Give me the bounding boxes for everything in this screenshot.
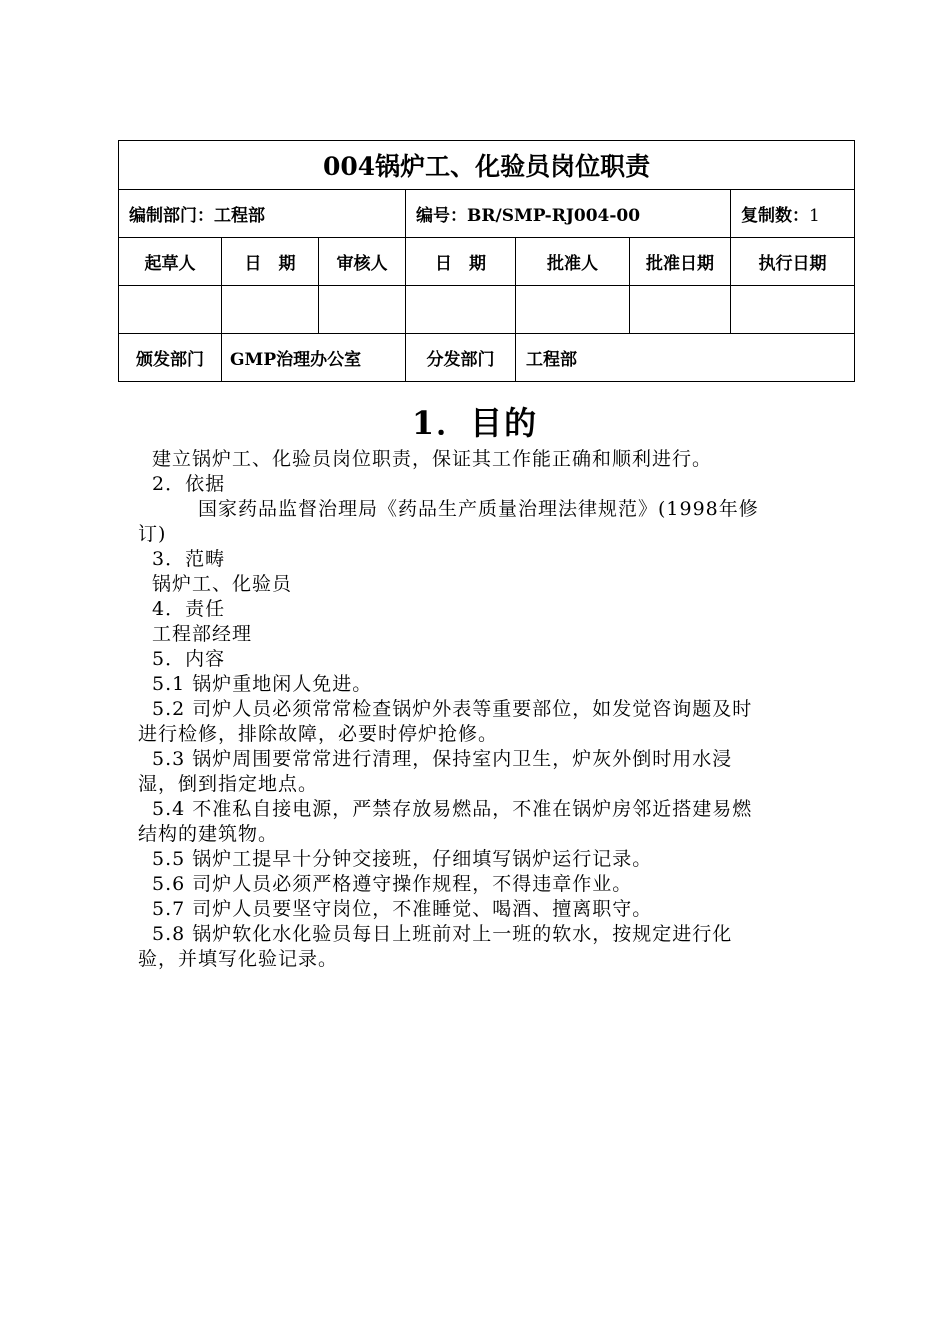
document-header-table	[118, 140, 855, 382]
list-item: 5.8 锅炉软化水化验员每日上班前对上一班的软水，按规定进行化	[152, 923, 733, 945]
list-item: 5.1 锅炉重地闲人免进。	[152, 673, 373, 695]
paragraph: 锅炉工、化验员	[152, 573, 293, 595]
col-approve-date: 批准日期	[630, 238, 731, 286]
list-item: 5.6 司炉人员必须严格遵守操作规程，不得违章作业。	[152, 873, 633, 895]
list-item: 5.2 司炉人员必须常常检查锅炉外表等重要部位，如发觉咨询题及时	[152, 698, 753, 720]
list-item: 5.3 锅炉周围要常常进行清理，保持室内卫生，炉灰外倒时用水浸	[152, 748, 733, 770]
cell-approve-date	[630, 286, 731, 334]
col-exec-date: 执行日期	[731, 238, 855, 286]
cell-drafter	[119, 286, 222, 334]
list-item-continuation: 湿，倒到指定地点。	[138, 773, 319, 795]
col-drafter: 起草人	[119, 238, 222, 286]
cell-exec-date	[731, 286, 855, 334]
section-label: 2．依据	[152, 473, 226, 495]
section-label: 5．内容	[152, 648, 226, 670]
list-item-continuation: 验，并填写化验记录。	[138, 948, 339, 970]
section-label: 3．范畴	[152, 548, 226, 570]
list-item: 5.5 锅炉工提早十分钟交接班，仔细填写锅炉运行记录。	[152, 848, 653, 870]
list-item: 5.4 不准私自接电源，严禁存放易燃品，不准在锅炉房邻近搭建易燃	[152, 798, 753, 820]
col-date-2: 日 期	[406, 238, 516, 286]
section-heading: 1．目的	[411, 404, 539, 442]
issue-dept-label: 颁发部门	[119, 334, 222, 382]
doc-code: 编号：BR/SMP-RJ004-00	[406, 190, 731, 238]
list-item-continuation: 进行检修，排除故障，必要时停炉抢修。	[138, 723, 499, 745]
dist-dept-label: 分发部门	[406, 334, 516, 382]
cell-date-2	[406, 286, 516, 334]
cell-date-1	[222, 286, 319, 334]
cell-approver	[516, 286, 630, 334]
document-body	[138, 447, 828, 972]
section-label: 4．责任	[152, 598, 226, 620]
copies: 复制数：1	[731, 190, 855, 238]
cell-reviewer	[319, 286, 406, 334]
col-reviewer: 审核人	[319, 238, 406, 286]
list-item-continuation: 结构的建筑物。	[138, 823, 279, 845]
paragraph: 国家药品监督治理局《药品生产质量治理法律规范》(1998年修	[198, 498, 759, 520]
col-date-1: 日 期	[222, 238, 319, 286]
document-title: 004锅炉工、化验员岗位职责	[119, 141, 855, 190]
dist-dept-value: 工程部	[516, 334, 855, 382]
dept-label: 编制部门：工程部	[119, 190, 406, 238]
issue-dept-value: GMP治理办公室	[222, 334, 406, 382]
paragraph: 订)	[138, 523, 167, 545]
paragraph: 建立锅炉工、化验员岗位职责，保证其工作能正确和顺利进行。	[152, 448, 713, 470]
list-item: 5.7 司炉人员要坚守岗位，不准睡觉、喝酒、擅离职守。	[152, 898, 653, 920]
paragraph: 工程部经理	[152, 623, 253, 645]
col-approver: 批准人	[516, 238, 630, 286]
